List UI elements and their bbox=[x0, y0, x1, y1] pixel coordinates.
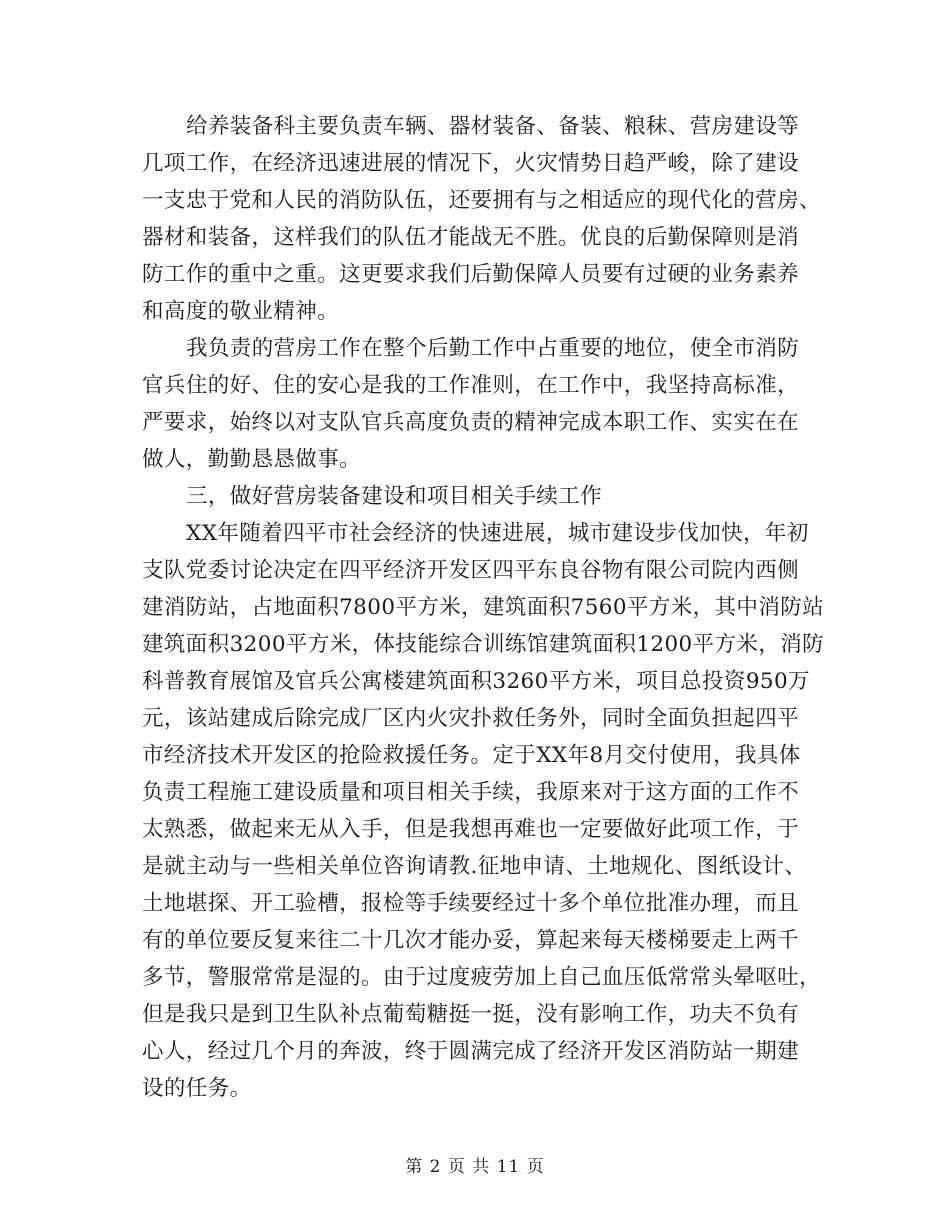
text-line: 做人，勤勤恳恳做事。 bbox=[142, 447, 362, 472]
text-line: 土地堪探、开工验槽，报检等手续要经过十多个单位批准办理，而且 bbox=[142, 891, 800, 916]
text-line: 给养装备科主要负责车辆、器材装备、备装、粮秣、营房建设等 bbox=[186, 114, 800, 139]
text-line: 但是我只是到卫生队补点葡萄糖挺一挺，没有影响工作，功夫不负有 bbox=[142, 1002, 800, 1027]
section-heading: 三，做好营房装备建设和项目相关手续工作 bbox=[186, 484, 603, 509]
text-line: 设的任务。 bbox=[142, 1076, 252, 1101]
text-line: 器材和装备，这样我们的队伍才能战无不胜。优良的后勤保障则是消 bbox=[142, 225, 800, 250]
text-line: 心人，经过几个月的奔波，终于圆满完成了经济开发区消防站一期建 bbox=[142, 1039, 800, 1064]
text-line: 是就主动与一些相关单位咨询请教.征地申请、土地规化、图纸设计、 bbox=[142, 854, 807, 879]
text-line: 元，该站建成后除完成厂区内火灾扑救任务外，同时全面负担起四平 bbox=[142, 706, 800, 731]
text-line: 我负责的营房工作在整个后勤工作中占重要的地位，使全市消防 bbox=[186, 336, 800, 361]
text-line: 几项工作，在经济迅速进展的情况下，火灾情势日趋严峻，除了建设 bbox=[142, 151, 800, 176]
text-line: 建消防站，占地面积7800平方米，建筑面积7560平方米，其中消防站 bbox=[142, 595, 825, 620]
text-line: 科普教育展馆及官兵公寓楼建筑面积3260平方米，项目总投资950万 bbox=[142, 669, 810, 694]
text-line: 建筑面积3200平方米，体技能综合训练馆建筑面积1200平方米，消防 bbox=[142, 632, 825, 657]
text-line: 严要求，始终以对支队官兵高度负责的精神完成本职工作、实实在在 bbox=[142, 410, 800, 435]
text-line: 多节，警服常常是湿的。由于过度疲劳加上自己血压低常常头晕呕吐， bbox=[142, 965, 821, 990]
text-line: 负责工程施工建设质量和项目相关手续，我原来对于这方面的工作不 bbox=[142, 780, 800, 805]
document-body bbox=[142, 108, 824, 1107]
text-line: XX年随着四平市社会经济的快速进展，城市建设步伐加快，年初 bbox=[186, 521, 809, 546]
text-line: 一支忠于党和人民的消防队伍，还要拥有与之相适应的现代化的营房、 bbox=[142, 188, 821, 213]
text-line: 官兵住的好、住的安心是我的工作准则，在工作中，我坚持高标准， bbox=[142, 373, 800, 398]
text-line: 支队党委讨论决定在四平经济开发区四平东良谷物有限公司院内西侧 bbox=[142, 558, 800, 583]
text-line: 防工作的重中之重。这更要求我们后勤保障人员要有过硬的业务素养 bbox=[142, 262, 800, 287]
text-line: 和高度的敬业精神。 bbox=[142, 299, 340, 324]
text-line: 太熟悉，做起来无从入手，但是我想再难也一定要做好此项工作，于 bbox=[142, 817, 800, 842]
page-number-footer: 第 2 页 共 11 页 bbox=[405, 1157, 545, 1177]
text-line: 市经济技术开发区的抢险救援任务。定于XX年8月交付使用，我具体 bbox=[142, 743, 801, 768]
text-line: 有的单位要反复来往二十几次才能办妥，算起来每天楼梯要走上两千 bbox=[142, 928, 800, 953]
